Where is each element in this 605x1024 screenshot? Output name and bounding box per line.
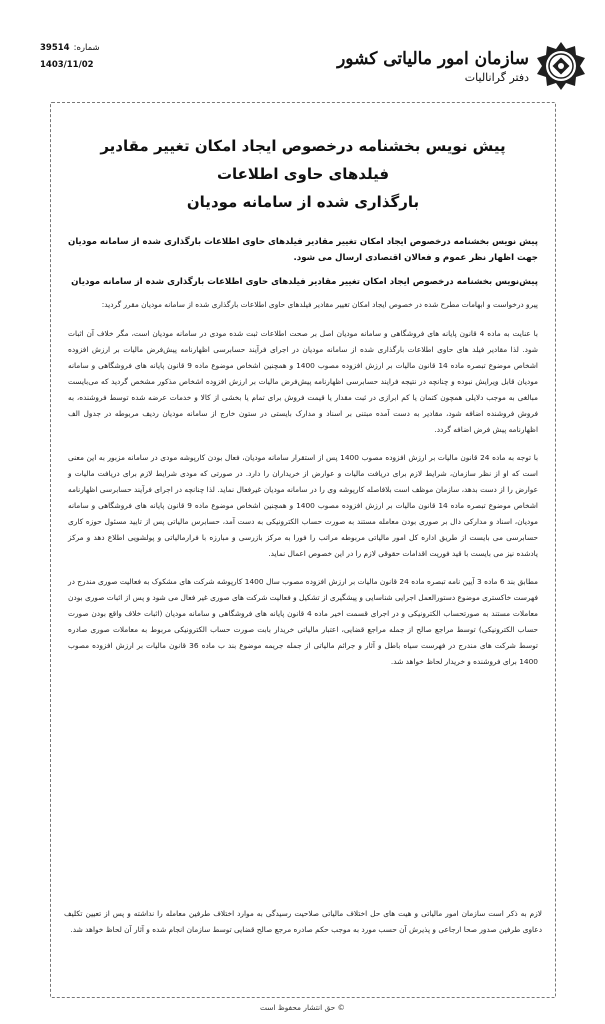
page-header: [0, 0, 605, 100]
document-title-line-1: پیش نویس بخشنامه درخصوص ایجاد امکان تغییر مقادیر فیلدهای حاوی اطلاعات: [100, 137, 506, 183]
intro-paragraph: پیش نویس بخشنامه درخصوص ایجاد امکان تغییر مقادیر فیلدهای حاوی اطلاعات بارگذاری شده از سامانه مودیان جهت اظهار نظر عموم و فعالان اقتصادی ارسال می شود.: [68, 237, 538, 263]
letter-number-label: شماره:: [73, 43, 100, 53]
document-title: [70, 132, 536, 216]
preamble: پیرو درخواست و ابهامات مطرح شده در خصوص ایجاد امکان تغییر مقادیر فیلدهای حاوی اطلاعات بارگذاری شده از سامانه مودیان مقرر گردید:: [101, 300, 538, 309]
document-title-line-2: بارگذاری شده از سامانه مودیان: [186, 193, 420, 211]
letter-number-value: 39514: [40, 43, 70, 53]
paragraph-1: با عنایت به ماده 4 قانون پایانه های فروشگاهی و سامانه مودیان اصل بر صحت اطلاعات ثبت شده مودی در سامانه مودیان است، مگر خلاف آن اثبات شود. لذا مقادیر فیلد های حاوی اطلاعات بارگذاری شده از سامانه مودیان در اجرای فرآیند حسابرسی اظهارنامه پیش‌فرض مالیات بر ارزش افزوده اشخاص موضوع تبصره ماده 14 قانون مالیات بر ارزش افزوده مصوب 1400 و همچنین اشخاص موضوع ماده 9 قانون پایانه های فروشگاهی و سامانه مودیان قابل ویرایش نبوده و چنانچه در نتیجه فرایند حسابرسی اظهارنامه پیش‌فرض مالیات بر ارزش افزوده اشخاص مذکور مشخص گردید که می‌بایست مبالغی به موجب دلایلی همچون کتمان یا کم ابرازی در ثبت مقدار یا قیمت فروش برای تمام یا بخشی از کالا و خدمات عرضه شده توسط فروشنده، به فروش فروشنده اضافه شود، مقادیر به دست آمده مبتنی بر اسناد و مدارک بایستی در ستون خارج از سامانه مودیان ردیف مربوطه در جدول الف اظهارنامه پیش فرض اضافه گردد.: [68, 329, 538, 434]
draft-subheading: پیش‌نویس بخشنامه درخصوص ایجاد امکان تغییر مقادیر فیلدهای حاوی اطلاعات بارگذاری شده از سامانه مودیان: [71, 277, 538, 287]
letter-date-value: 1403/11/02: [40, 60, 94, 70]
letter-number: [40, 40, 100, 57]
footer-note: لازم به ذکر است سازمان امور مالیاتی و هیت های حل اختلاف مالیاتی صلاحیت رسیدگی به موارد اختلاف طرفین معامله را نداشته و پس از تعیین تکلیف دعاوی طرفین صدور صحا ارجاعی و پذیرش آن حسب مورد به موجب حکم صادره مرجع صالح قضایی توسط سازمان انجام شده و آثار آن لحاظ خواهد شد.: [64, 909, 542, 934]
letter-meta: [40, 40, 100, 74]
paragraph-3: مطابق بند 6 ماده 3 آیین نامه تبصره ماده 24 قانون مالیات بر ارزش افزوده مصوب سال 1400 کارپوشه شرکت های مشکوک به فعالیت صوری مندرج در فهرست خاکستری موضوع دستورالعمل اجرایی شناسایی و پیشگیری از تشکیل و فعالیت شرکت های صوری غیر فعال می شود و پس از اثبات صوری بودن معاملات مستند به صورتحساب الکترونیکی و در اجرای قسمت اخیر ماده 4 قانون پایانه های فروشگاهی و سامانه مودیان (اثبات خلاف واقع بودن صورت حساب الکترونیکی) توسط مراجع صالح از جمله مراجع قضایی، اعتبار مالیاتی خریدار بابت صورت حساب الکترونیکی مربوط به معاملات صوری صادره توسط شرکت های مندرج در فهرست سیاه باطل و آثار و جرائم مالیاتی از جمله جریمه موضوع بند ب ماده 36 قانون مالیات بر ارزش افزوده مصوب 1400 برای فروشنده و خریدار لحاظ خواهد شد.: [68, 577, 538, 666]
org-name: سازمان امور مالیاتی کشور: [337, 48, 529, 69]
paragraph-2: با توجه به ماده 24 قانون مالیات بر ارزش افزوده مصوب 1400 پس از استقرار سامانه مودیان، فعال بودن کارپوشه مودی در سامانه مزبور به این معنی است که او از نظر سازمان، شرایط لازم برای دریافت مالیات و عوارض از خریداران را دارد. در صورتی که مودی شرایط لازم برای دریافت مالیات و عوارض را از دست بدهد، سازمان موظف است بلافاصله کارپوشه وی را در سامانه مودیان غیرفعال نماید. لذا چنانچه در اجرای فرآیند حسابرسی اظهارنامه اشخاص موضوع تبصره ماده 14 قانون مالیات بر ارزش افزوده مصوب 1400 و همچنین اشخاص موضوع ماده 9 قانون پایانه های فروشگاهی و سامانه مودیان، اسناد و مدارکی دال بر صوری بودن معامله مستند به صورت حساب الکترونیکی به دست آمد، حسابرس مالیاتی پس از تایید مسئول حوزه کاری حسابرسی می بایست از طریق اداره کل امور مالیاتی مربوطه مراتب را فورا به مرکز بازرسی و مبارزه با فرارمالیاتی و پولشویی اطلاع دهد و مرکز یادشده نیز می بایست با قید فوریت اقدامات حقوقی لازم را در این خصوص اعمال نماید.: [68, 453, 539, 558]
org-subtitle: دفتر گرانالیات: [464, 70, 529, 84]
copyright-notice: © حق انتشار محفوظ است: [260, 1003, 345, 1012]
org-logo: [337, 40, 587, 92]
letter-date: [40, 57, 100, 74]
org-emblem-icon: [535, 40, 587, 92]
org-name-block: [337, 48, 529, 85]
document-body: [64, 128, 542, 682]
